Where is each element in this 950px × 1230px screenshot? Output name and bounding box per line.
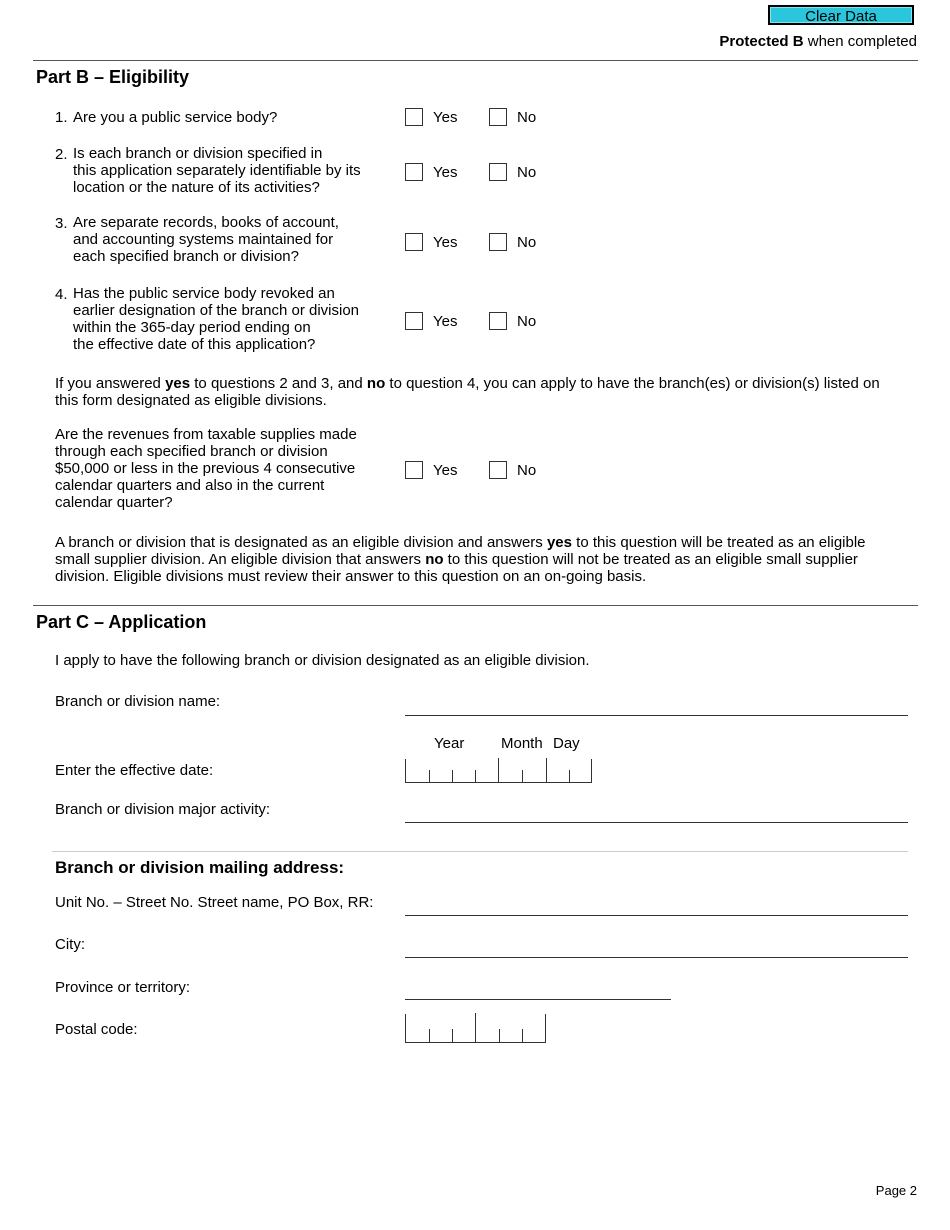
mailing-address-title: Branch or division mailing address: [55, 858, 345, 877]
no-label: No [517, 313, 537, 330]
date-tick [522, 770, 523, 782]
postal-tick [522, 1029, 523, 1042]
question-line: Is each branch or division specified in [73, 145, 323, 162]
postal-separator [475, 1013, 476, 1042]
effective-date-label: Enter the effective date: [55, 762, 214, 779]
note-text: to this question will be treated as an eligible [572, 534, 866, 551]
date-separator [498, 758, 499, 782]
street-label: Unit No. – Street No. Street name, PO Box, RR: [55, 894, 374, 911]
question-text [73, 109, 277, 126]
part-c-title: Part C – Application [36, 612, 207, 632]
effective-date-field[interactable] [405, 759, 592, 783]
question-line: location or the nature of its activities? [73, 179, 320, 196]
postal-tick [429, 1029, 430, 1042]
note-bold: yes [165, 375, 191, 392]
date-tick [569, 770, 570, 782]
divider [33, 60, 918, 61]
date-tick [452, 770, 453, 782]
revenue-yes-checkbox[interactable] [405, 461, 423, 479]
note-line [55, 375, 915, 392]
no-label: No [517, 109, 537, 126]
yes-label: Yes [433, 109, 458, 126]
question-text [73, 214, 339, 265]
note-line: division. Eligible divisions must review their answer to this question on an on-going basis. [55, 568, 647, 585]
postal-tick [452, 1029, 453, 1042]
question-line: the effective date of this application? [73, 336, 316, 353]
city-field[interactable] [405, 957, 908, 958]
yes-label: Yes [433, 164, 458, 181]
page-number: Page 2 [875, 1183, 917, 1198]
protected-notice [719, 33, 917, 50]
eligibility-note [55, 375, 915, 409]
note-line [55, 534, 915, 551]
question-line: calendar quarter? [55, 494, 173, 511]
branch-name-label: Branch or division name: [55, 693, 221, 710]
street-field[interactable] [405, 915, 908, 916]
major-activity-field[interactable] [405, 822, 908, 823]
question-line: this application separately identifiable by its [73, 162, 361, 179]
date-year-label: Year [434, 735, 465, 752]
question-line: Are the revenues from taxable supplies made [55, 426, 357, 443]
q1-yes-checkbox[interactable] [405, 108, 423, 126]
date-month-label: Month [501, 735, 543, 752]
revenue-question-text [55, 426, 357, 511]
part-b-title: Part B – Eligibility [36, 67, 190, 87]
note-text: to questions 2 and 3, and [190, 375, 367, 392]
postal-code-label: Postal code: [55, 1021, 138, 1038]
question-line: and accounting systems maintained for [73, 231, 334, 248]
note-bold: no [425, 551, 444, 568]
q4-no-checkbox[interactable] [489, 312, 507, 330]
application-intro: I apply to have the following branch or division designated as an eligible division. [55, 652, 590, 669]
no-label: No [517, 234, 537, 251]
city-label: City: [55, 936, 85, 953]
q3-no-checkbox[interactable] [489, 233, 507, 251]
q3-yes-checkbox[interactable] [405, 233, 423, 251]
question-number: 1. [55, 109, 68, 126]
question-line: through each specified branch or division [55, 443, 328, 460]
question-line: Has the public service body revoked an [73, 285, 335, 302]
note-bold: yes [546, 534, 572, 551]
divider [33, 605, 918, 606]
question-line: each specified branch or division? [73, 248, 299, 265]
clear-data-button[interactable]: Clear Data [768, 5, 914, 25]
date-day-label: Day [553, 735, 580, 752]
small-supplier-note [55, 534, 915, 585]
question-line: Are separate records, books of account, [73, 214, 339, 231]
q2-yes-checkbox[interactable] [405, 163, 423, 181]
note-bold: no [366, 375, 386, 392]
yes-label: Yes [433, 462, 458, 479]
no-label: No [517, 462, 537, 479]
revenue-no-checkbox[interactable] [489, 461, 507, 479]
question-line: Are you a public service body? [73, 109, 278, 126]
question-number: 4. [55, 286, 68, 303]
question-text [73, 285, 359, 353]
question-line: within the 365-day period ending on [73, 319, 311, 336]
province-label: Province or territory: [55, 979, 191, 996]
question-text [73, 145, 361, 196]
yes-label: Yes [433, 313, 458, 330]
note-text: small supplier division. An eligible division that answers [55, 551, 426, 568]
question-number: 2. [55, 146, 68, 163]
question-line: $50,000 or less in the previous 4 consecutive [55, 460, 356, 477]
protected-level: Protected B [719, 33, 804, 50]
note-line [55, 551, 915, 568]
yes-label: Yes [433, 234, 458, 251]
postal-tick [499, 1029, 500, 1042]
note-text: If you answered [55, 375, 166, 392]
q1-no-checkbox[interactable] [489, 108, 507, 126]
protected-suffix: when completed [803, 33, 917, 50]
postal-code-field[interactable] [405, 1014, 546, 1043]
date-separator [546, 758, 547, 782]
note-line: this form designated as eligible divisions. [55, 392, 327, 409]
question-line: calendar quarters and also in the current [55, 477, 325, 494]
question-number: 3. [55, 215, 68, 232]
question-line: earlier designation of the branch or division [73, 302, 360, 319]
no-label: No [517, 164, 537, 181]
major-activity-label: Branch or division major activity: [55, 801, 271, 818]
province-field[interactable] [405, 999, 671, 1000]
date-tick [429, 770, 430, 782]
date-tick [475, 770, 476, 782]
note-text: A branch or division that is designated as an eligible division and answers [55, 534, 547, 551]
divider [52, 851, 908, 852]
branch-name-field[interactable] [405, 715, 908, 716]
note-text: to question 4, you can apply to have the branch(es) or division(s) listed on [385, 375, 880, 392]
q2-no-checkbox[interactable] [489, 163, 507, 181]
note-text: to this question will not be treated as an eligible small supplier [443, 551, 858, 568]
q4-yes-checkbox[interactable] [405, 312, 423, 330]
